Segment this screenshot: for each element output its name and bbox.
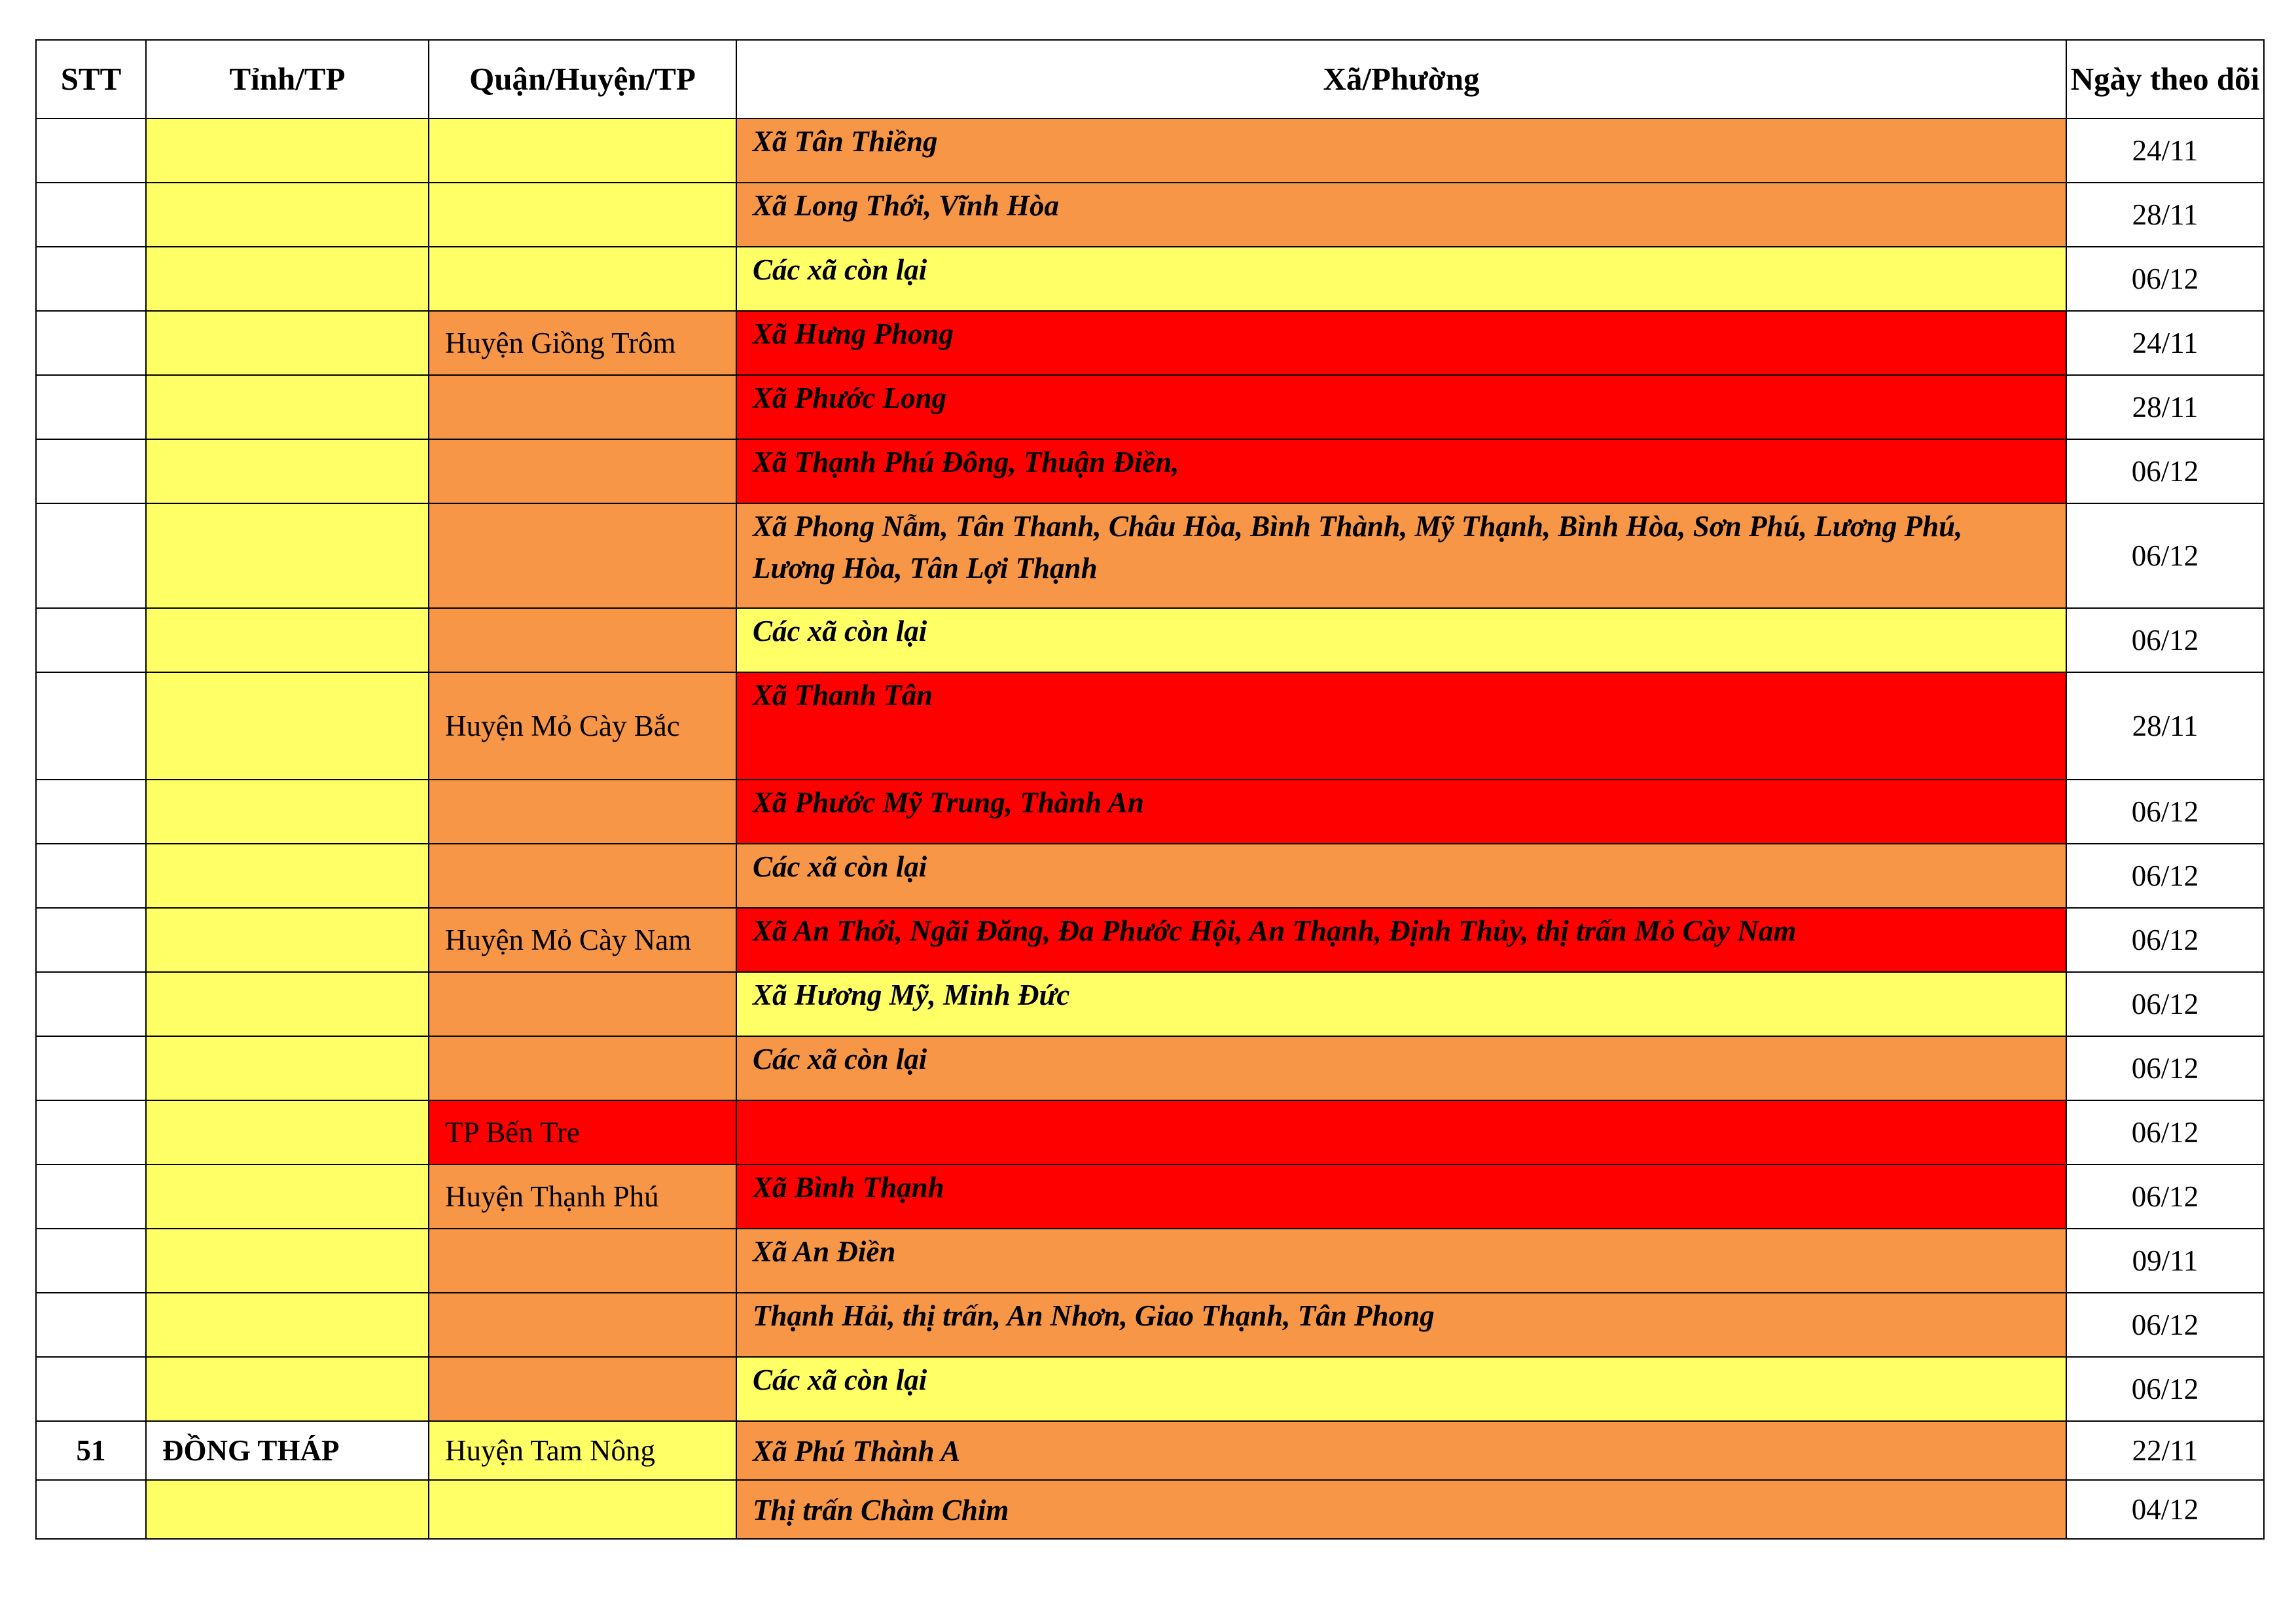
date-cell: 06/12 (2066, 780, 2264, 844)
date-cell: 28/11 (2066, 183, 2264, 247)
date-cell: 06/12 (2066, 1357, 2264, 1421)
district-cell (429, 183, 736, 247)
ward-cell: Xã Phước Long (736, 375, 2066, 439)
date-cell: 06/12 (2066, 1100, 2264, 1164)
district-cell (429, 1293, 736, 1357)
province-cell (146, 503, 429, 608)
table-row (36, 780, 2264, 844)
table-row (36, 375, 2264, 439)
district-cell (429, 1480, 736, 1539)
header-province: Tỉnh/TP (146, 40, 429, 118)
stt-cell (36, 118, 146, 183)
header-row (36, 40, 2264, 118)
header-date: Ngày theo dõi (2066, 40, 2264, 118)
ward-cell: Xã Thanh Tân (736, 672, 2066, 780)
ward-cell: Xã Long Thới, Vĩnh Hòa (736, 183, 2066, 247)
district-cell (429, 503, 736, 608)
ward-cell: Thị trấn Chàm Chim (736, 1480, 2066, 1539)
province-cell (146, 844, 429, 908)
date-cell: 06/12 (2066, 503, 2264, 608)
date-cell: 28/11 (2066, 672, 2264, 780)
ward-cell: Các xã còn lại (736, 1357, 2066, 1421)
ward-cell: Xã An Điền (736, 1229, 2066, 1293)
stt-cell (36, 1480, 146, 1539)
district-cell (429, 118, 736, 183)
district-cell (429, 1229, 736, 1293)
province-cell (146, 1293, 429, 1357)
ward-cell: Xã Phong Nẫm, Tân Thanh, Châu Hòa, Bình Thành, Mỹ Thạnh, Bình Hòa, Sơn Phú, Lương Phú, Lương Hòa, Tân Lợi Thạnh (736, 503, 2066, 608)
province-cell (146, 1036, 429, 1100)
province-cell (146, 311, 429, 375)
ward-cell: Xã Hương Mỹ, Minh Đức (736, 972, 2066, 1036)
header-stt: STT (36, 40, 146, 118)
table-row (36, 1229, 2264, 1293)
ward-cell: Xã Hưng Phong (736, 311, 2066, 375)
date-cell: 06/12 (2066, 1164, 2264, 1229)
province-cell (146, 247, 429, 311)
date-cell: 06/12 (2066, 1293, 2264, 1357)
table-row (36, 503, 2264, 608)
district-cell (429, 1357, 736, 1421)
stt-cell (36, 503, 146, 608)
table-row (36, 183, 2264, 247)
stt-cell (36, 972, 146, 1036)
table-row (36, 1036, 2264, 1100)
stt-cell (36, 439, 146, 503)
table-row (36, 1421, 2264, 1480)
table-row (36, 608, 2264, 672)
table-row (36, 311, 2264, 375)
stt-cell (36, 1229, 146, 1293)
stt-cell (36, 844, 146, 908)
ward-cell: Xã Thạnh Phú Đông, Thuận Điền, (736, 439, 2066, 503)
table-row (36, 972, 2264, 1036)
date-cell: 22/11 (2066, 1421, 2264, 1480)
table-row (36, 844, 2264, 908)
date-cell: 06/12 (2066, 439, 2264, 503)
stt-cell (36, 1164, 146, 1229)
date-cell: 06/12 (2066, 844, 2264, 908)
stt-cell (36, 1293, 146, 1357)
district-cell (429, 608, 736, 672)
stt-cell (36, 608, 146, 672)
stt-cell (36, 780, 146, 844)
province-cell (146, 1100, 429, 1164)
table-row (36, 1164, 2264, 1229)
province-cell (146, 118, 429, 183)
province-cell (146, 1164, 429, 1229)
stt-cell (36, 908, 146, 972)
ward-cell: Xã Phú Thành A (736, 1421, 2066, 1480)
table-row (36, 908, 2264, 972)
date-cell: 04/12 (2066, 1480, 2264, 1539)
ward-cell: Xã Tân Thiềng (736, 118, 2066, 183)
district-cell: Huyện Tam Nông (429, 1421, 736, 1480)
district-cell (429, 972, 736, 1036)
ward-cell: Các xã còn lại (736, 1036, 2066, 1100)
district-cell (429, 247, 736, 311)
district-cell: Huyện Giồng Trôm (429, 311, 736, 375)
district-cell: TP Bến Tre (429, 1100, 736, 1164)
ward-cell (736, 1100, 2066, 1164)
province-cell (146, 672, 429, 780)
district-cell: Huyện Mỏ Cày Nam (429, 908, 736, 972)
province-cell (146, 1229, 429, 1293)
date-cell: 24/11 (2066, 311, 2264, 375)
district-cell (429, 375, 736, 439)
table-row (36, 1100, 2264, 1164)
province-cell (146, 972, 429, 1036)
province-cell (146, 608, 429, 672)
stt-cell (36, 183, 146, 247)
stt-cell (36, 1036, 146, 1100)
date-cell: 06/12 (2066, 972, 2264, 1036)
province-cell (146, 183, 429, 247)
ward-cell: Xã Bình Thạnh (736, 1164, 2066, 1229)
stt-cell (36, 1357, 146, 1421)
stt-cell (36, 247, 146, 311)
stt-cell: 51 (36, 1421, 146, 1480)
table-row (36, 672, 2264, 780)
district-cell: Huyện Mỏ Cày Bắc (429, 672, 736, 780)
district-cell (429, 439, 736, 503)
covid-risk-table (35, 39, 2265, 1540)
ward-cell: Xã Phước Mỹ Trung, Thành An (736, 780, 2066, 844)
ward-cell: Thạnh Hải, thị trấn, An Nhơn, Giao Thạnh, Tân Phong (736, 1293, 2066, 1357)
district-cell (429, 780, 736, 844)
date-cell: 09/11 (2066, 1229, 2264, 1293)
stt-cell (36, 375, 146, 439)
stt-cell (36, 672, 146, 780)
date-cell: 28/11 (2066, 375, 2264, 439)
table-row (36, 1357, 2264, 1421)
province-cell (146, 908, 429, 972)
table-row (36, 118, 2264, 183)
stt-cell (36, 1100, 146, 1164)
province-cell (146, 780, 429, 844)
date-cell: 06/12 (2066, 908, 2264, 972)
table-row (36, 439, 2264, 503)
header-ward: Xã/Phường (736, 40, 2066, 118)
district-cell (429, 1036, 736, 1100)
province-cell (146, 1480, 429, 1539)
ward-cell: Các xã còn lại (736, 247, 2066, 311)
table-row (36, 1293, 2264, 1357)
ward-cell: Các xã còn lại (736, 844, 2066, 908)
date-cell: 06/12 (2066, 247, 2264, 311)
province-cell: ĐỒNG THÁP (146, 1421, 429, 1480)
table-row (36, 1480, 2264, 1539)
district-cell (429, 844, 736, 908)
date-cell: 06/12 (2066, 608, 2264, 672)
date-cell: 24/11 (2066, 118, 2264, 183)
ward-cell: Các xã còn lại (736, 608, 2066, 672)
header-district: Quận/Huyện/TP (429, 40, 736, 118)
date-cell: 06/12 (2066, 1036, 2264, 1100)
district-cell: Huyện Thạnh Phú (429, 1164, 736, 1229)
province-cell (146, 375, 429, 439)
ward-cell: Xã An Thới, Ngãi Đăng, Đa Phước Hội, An Thạnh, Định Thủy, thị trấn Mỏ Cày Nam (736, 908, 2066, 972)
stt-cell (36, 311, 146, 375)
province-cell (146, 1357, 429, 1421)
table-row (36, 247, 2264, 311)
province-cell (146, 439, 429, 503)
